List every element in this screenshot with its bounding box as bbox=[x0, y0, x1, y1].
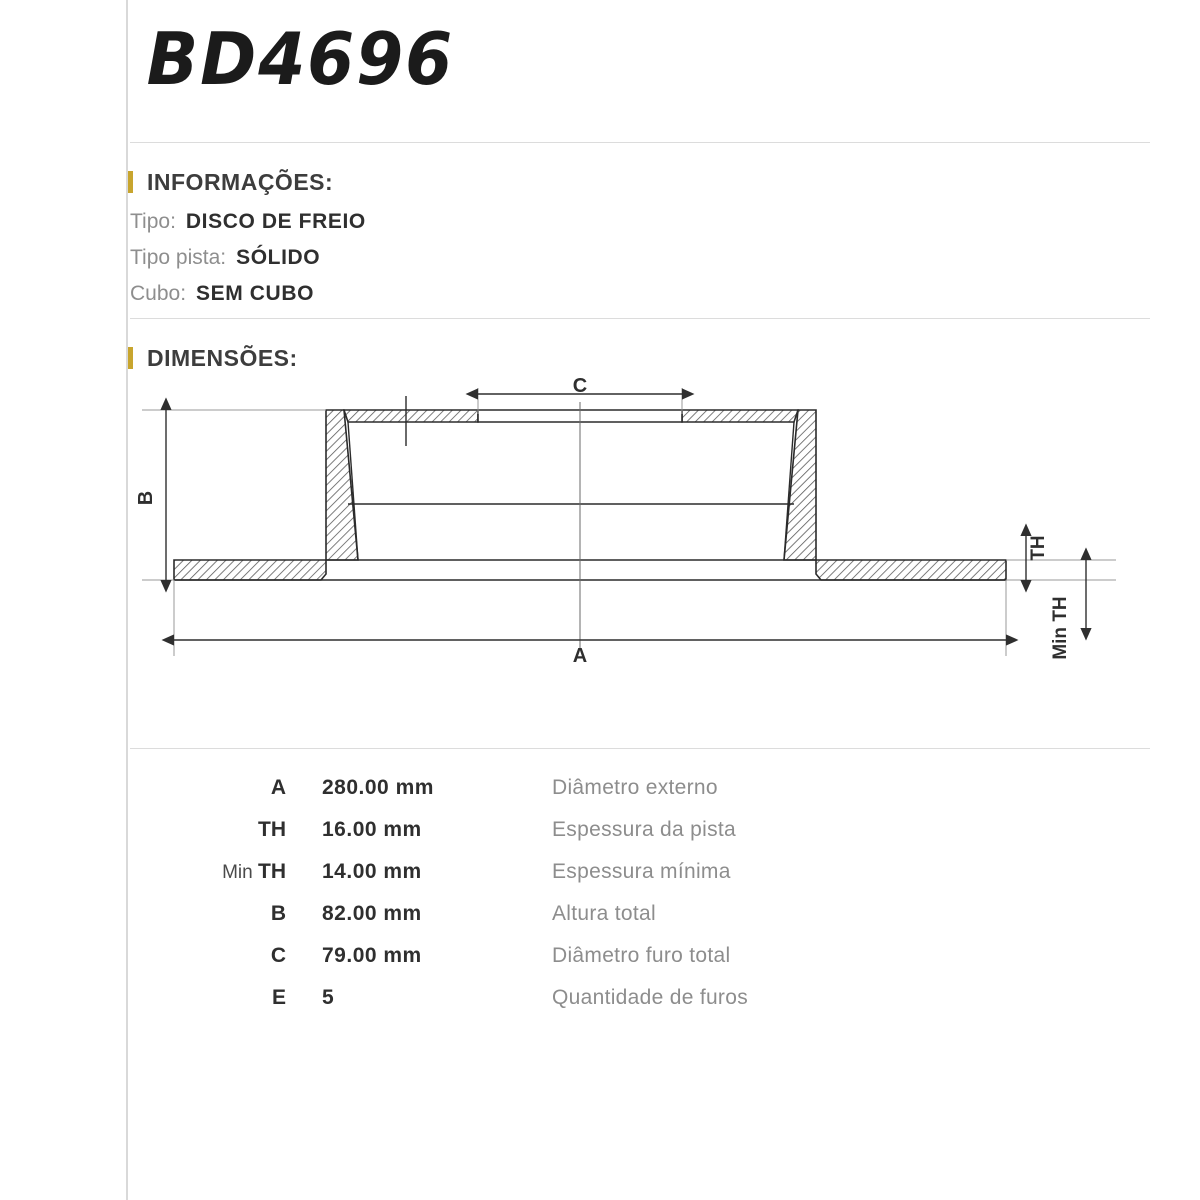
info-label: Tipo pista: bbox=[130, 245, 227, 269]
page-title: BD4696 bbox=[146, 17, 455, 101]
dim-desc: Diâmetro externo bbox=[552, 775, 718, 799]
section-header-informacoes bbox=[126, 143, 1170, 206]
table-row bbox=[126, 977, 1170, 1019]
dim-value: 16.00 mm bbox=[322, 817, 422, 841]
table-row bbox=[126, 935, 1170, 977]
info-row bbox=[130, 210, 1170, 234]
section-title-informacoes: INFORMAÇÕES: bbox=[147, 168, 334, 195]
section-header-dimensoes bbox=[126, 319, 1170, 382]
info-row bbox=[130, 246, 1170, 270]
dim-code bbox=[126, 977, 322, 1019]
dim-code bbox=[126, 935, 322, 977]
table-row bbox=[126, 767, 1170, 809]
info-value: SEM CUBO bbox=[196, 281, 315, 305]
divider-bottom bbox=[130, 748, 1150, 749]
dim-code-text: B bbox=[270, 901, 286, 925]
dim-desc: Espessura mínima bbox=[552, 859, 731, 883]
info-list bbox=[126, 206, 1170, 306]
info-value: DISCO DE FREIO bbox=[185, 209, 366, 233]
dim-code-text: E bbox=[271, 985, 286, 1009]
dim-label-a: A bbox=[572, 644, 588, 667]
dim-value: 14.00 mm bbox=[322, 859, 422, 883]
dim-code-text: TH bbox=[258, 817, 286, 841]
dim-desc: Espessura da pista bbox=[552, 817, 737, 841]
dim-code-text: C bbox=[270, 943, 286, 967]
technical-drawing bbox=[126, 374, 1170, 748]
dim-code bbox=[126, 851, 322, 893]
dim-value: 5 bbox=[322, 985, 335, 1009]
dim-label-th: TH bbox=[1028, 534, 1049, 561]
dim-value: 79.00 mm bbox=[322, 943, 422, 967]
dimensions-table bbox=[126, 767, 1170, 1019]
dim-code-text: A bbox=[270, 775, 286, 799]
dim-code bbox=[126, 893, 322, 935]
table-row bbox=[126, 893, 1170, 935]
dim-desc: Diâmetro furo total bbox=[552, 943, 731, 967]
table-row bbox=[126, 851, 1170, 893]
accent-bar-icon bbox=[128, 347, 133, 369]
dim-code bbox=[126, 809, 322, 851]
brake-disc-diagram bbox=[126, 374, 1166, 738]
page-content bbox=[126, 0, 1170, 1200]
info-row bbox=[130, 282, 1170, 306]
dim-value: 280.00 mm bbox=[322, 775, 434, 799]
dim-label-c: C bbox=[572, 374, 588, 397]
dim-desc: Altura total bbox=[552, 901, 656, 925]
dim-value: 82.00 mm bbox=[322, 901, 422, 925]
dim-code-text: TH bbox=[258, 859, 286, 883]
dim-code-prefix: Min bbox=[222, 861, 258, 883]
dim-label-min-th: Min TH bbox=[1050, 595, 1071, 660]
table-row bbox=[126, 809, 1170, 851]
dim-desc: Quantidade de furos bbox=[552, 985, 749, 1009]
info-value: SÓLIDO bbox=[236, 245, 321, 269]
accent-bar-icon bbox=[128, 171, 133, 193]
dim-code bbox=[126, 767, 322, 809]
info-label: Tipo: bbox=[130, 209, 176, 233]
section-title-dimensoes: DIMENSÕES: bbox=[147, 344, 298, 371]
info-label: Cubo: bbox=[130, 281, 187, 305]
dim-label-b: B bbox=[135, 490, 157, 505]
